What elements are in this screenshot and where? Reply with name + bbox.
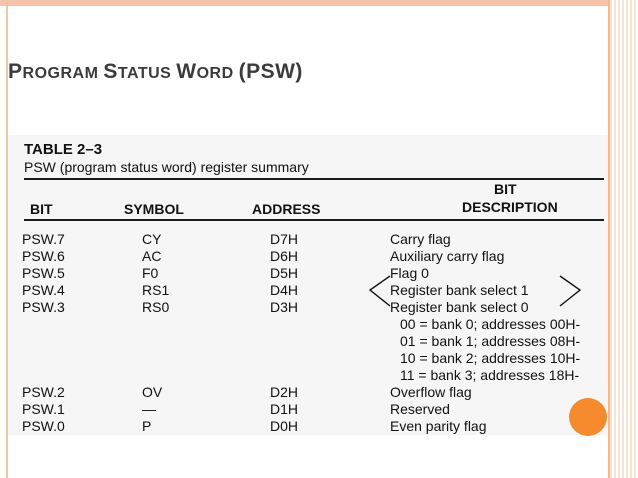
cell-description: Register bank select 0 [390, 299, 529, 315]
header-description-line2: DESCRIPTION [462, 199, 558, 215]
table-row [8, 248, 608, 264]
cell-address: D7H [270, 231, 299, 247]
header-description-line1: BIT [494, 181, 517, 197]
header-address: ADDRESS [252, 201, 321, 217]
table-row [8, 384, 608, 400]
bank-line: 11 = bank 3; addresses 18H- [400, 367, 580, 383]
table-row [8, 418, 608, 434]
header-bit: BIT [30, 201, 53, 217]
cell-bit: PSW.1 [22, 401, 65, 417]
cell-symbol: CY [142, 231, 162, 247]
cell-description: Even parity flag [390, 418, 487, 434]
header-symbol: SYMBOL [124, 201, 184, 217]
title-part: S [103, 60, 118, 83]
cell-symbol: RS0 [142, 299, 170, 315]
cell-address: D5H [270, 265, 299, 281]
cell-address: D3H [270, 299, 299, 315]
title-part: ORD [196, 65, 239, 82]
cell-bit: PSW.3 [22, 299, 65, 315]
title-part: W [176, 60, 197, 83]
top-accent-bar [0, 0, 638, 6]
title-part: ROGRAM [22, 65, 104, 82]
psw-table-scan [8, 135, 608, 435]
right-decorative-panel [608, 0, 638, 478]
table-caption: PSW (program status word) register summary [24, 159, 309, 175]
cell-symbol: P [142, 418, 152, 434]
cell-description: Register bank select 1 [390, 282, 529, 298]
cell-address: D0H [270, 418, 299, 434]
cell-bit: PSW.6 [22, 248, 65, 264]
cell-bit: PSW.7 [22, 231, 65, 247]
cell-bit: PSW.0 [22, 418, 65, 434]
accent-circle [569, 398, 607, 436]
cell-description: Auxiliary carry flag [390, 248, 505, 264]
cell-address: D1H [270, 401, 299, 417]
cell-symbol: RS1 [142, 282, 170, 298]
title-part: TATUS [117, 65, 177, 82]
table-top-rule [24, 178, 604, 180]
slide-title [8, 60, 303, 84]
bank-line: 00 = bank 0; addresses 00H- [400, 316, 581, 332]
cell-description: Reserved [390, 401, 450, 417]
cell-description: Carry flag [390, 231, 451, 247]
cell-bit: PSW.4 [22, 282, 65, 298]
table-header-rule [24, 219, 604, 221]
cell-address: D4H [270, 282, 299, 298]
cell-symbol: AC [142, 248, 162, 264]
bank-line: 10 = bank 2; addresses 10H- [400, 350, 581, 366]
bank-line: 01 = bank 1; addresses 08H- [400, 333, 581, 349]
cell-symbol: — [142, 401, 156, 417]
cell-bit: PSW.2 [22, 384, 65, 400]
table-row [8, 231, 608, 247]
cell-symbol: OV [142, 384, 163, 400]
cell-bit: PSW.5 [22, 265, 65, 281]
cell-symbol: F0 [142, 265, 159, 281]
cell-address: D2H [270, 384, 299, 400]
table-label: TABLE 2–3 [24, 141, 103, 158]
title-part: P [8, 60, 23, 83]
cell-address: D6H [270, 248, 299, 264]
cell-description: Flag 0 [390, 265, 429, 281]
cell-description: Overflow flag [390, 384, 472, 400]
table-row [8, 401, 608, 417]
bank-select-bracket [368, 274, 588, 314]
title-part: (PSW) [238, 60, 303, 83]
